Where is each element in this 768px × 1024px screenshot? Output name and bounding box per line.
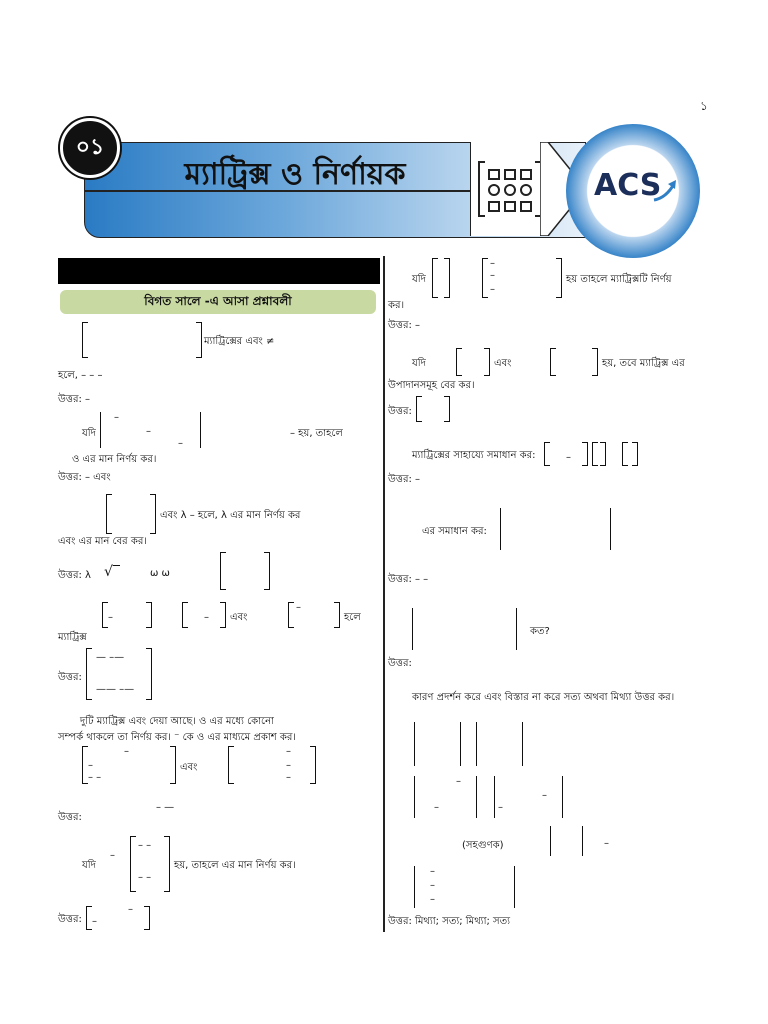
r4-text: এর সমাধান কর: (422, 526, 487, 537)
matrix-bracket-left (82, 322, 88, 358)
r5-answer: উত্তর: (388, 658, 412, 669)
q3-omega: ω ω (150, 568, 170, 579)
det-bar (412, 608, 413, 650)
q1-answer: উত্তর: – (58, 394, 90, 405)
det-bar (582, 826, 583, 856)
r3-text: ম্যাট্রিক্সের সাহায্যে সমাধান কর: (412, 450, 536, 461)
det-bar (200, 412, 201, 448)
det-bar (514, 866, 515, 908)
q4-hole: হলে (344, 612, 361, 623)
matrix-bracket-left (622, 442, 628, 466)
det-bar (550, 826, 551, 856)
q2-answer: উত্তর: – এবং (58, 472, 111, 483)
matrix-bracket-right (164, 836, 170, 892)
matrix-bracket-right (444, 258, 450, 298)
det-bar (562, 776, 563, 818)
matrix-bracket-right (632, 442, 638, 466)
matrix-bracket-right (592, 348, 598, 376)
matrix-bracket-right (264, 552, 270, 590)
r2-right: হয়, তবে ম্যাট্রিক্স এর (602, 358, 685, 369)
r4-answer: উত্তর: – – (388, 574, 429, 585)
det-bar (476, 776, 477, 818)
matrix-bracket-left (220, 552, 226, 590)
matrix-bracket-left (106, 494, 112, 534)
q6-right: হয়, তাহলে এর মান নির্ণয় কর। (174, 860, 296, 871)
det-bar (414, 776, 415, 818)
matrix-bracket-left (86, 648, 92, 700)
r2-yadi: যদি (412, 358, 426, 369)
r1-right: হয় তাহলে ম্যাট্রিক্সটি নির্ণয় (566, 274, 672, 285)
matrix-bracket-right (484, 348, 490, 376)
r6-answer: উত্তর: মিথ্যা; সত্য; মিথ্যা; সত্য (388, 916, 511, 927)
acs-logo-text: ACS (594, 168, 662, 203)
matrix-bracket-left (550, 348, 556, 376)
matrix-bracket-right (146, 602, 152, 628)
r3-answer: উত্তর: – (388, 474, 420, 485)
matrix-bracket-right (150, 494, 156, 534)
r2-and: এবং (494, 358, 512, 369)
det-bar (610, 508, 611, 550)
matrix-bracket-left (456, 348, 462, 376)
q5-answer: উত্তর: (58, 812, 82, 823)
matrix-bracket-left (544, 442, 550, 466)
q4-matrix: ম্যাট্রিক্স (58, 632, 87, 643)
det-bar (414, 866, 415, 908)
r2-answer: উত্তর: (388, 406, 412, 417)
r2-line2: উপাদানসমূহ বের কর। (388, 380, 475, 391)
det-bar (460, 722, 461, 766)
r5-text: কত? (530, 626, 550, 637)
matrix-bracket-left (592, 442, 598, 466)
matrix-bracket-right (310, 746, 316, 784)
q4-answer: উত্তর: (58, 672, 82, 683)
q5-line2: সম্পর্ক থাকলে তা নির্ণয় কর। ⁻ কে ও এর মাধ্যমে প্রকাশ কর। (58, 732, 296, 743)
matrix-bracket-right (444, 396, 450, 422)
matrix-bracket-right (144, 906, 150, 930)
arrow-icon (650, 176, 680, 206)
det-bar (100, 412, 101, 448)
matrix-bracket-left (482, 258, 488, 298)
page-number: ১ (700, 99, 708, 113)
q6-yadi: যদি (82, 860, 96, 871)
det-bar (476, 722, 477, 766)
det-bar (500, 508, 501, 550)
q1-condition: হলে, – – – (58, 370, 103, 381)
q2-find: ও এর মান নির্ণয় কর। (72, 454, 157, 465)
matrix-bracket-right (196, 322, 202, 358)
r6-text: কারণ প্রদর্শন করে এবং বিস্তার না করে সত্য অথবা মিথ্যা উত্তর কর। (412, 692, 675, 703)
matrix-bracket-right (170, 746, 176, 784)
matrix-bracket-left (416, 396, 422, 422)
r1-yadi: যদি (412, 274, 426, 285)
section-label: বিগত সালে -এ আসা প্রশ্নাবলী (144, 294, 292, 308)
matrix-bracket-right (220, 602, 226, 628)
q5-line1: দুটি ম্যাট্রিক্স এবং দেয়া আছে। ও এর মধ্যে কোনো (80, 716, 274, 727)
q2-yadi: যদি (82, 428, 96, 439)
q3-text2: এবং এর মান বের কর। (58, 536, 147, 547)
det-bar (516, 608, 517, 650)
q1-text: ম্যাট্রিক্সের এবং ≠ (204, 336, 275, 347)
q6-answer: উত্তর: (58, 914, 82, 925)
q5-and: এবং (180, 762, 198, 773)
det-bar (414, 722, 415, 766)
det-bar (522, 722, 523, 766)
matrix-bracket-right (334, 602, 340, 628)
chapter-number-badge: ০১ (60, 118, 120, 178)
section-header-bar (58, 258, 380, 284)
det-bar (494, 776, 495, 818)
matrix-bracket-right (556, 258, 562, 298)
matrix-bracket-left (228, 746, 234, 784)
r1-answer: উত্তর: – (388, 320, 420, 331)
matrix-bracket-right (146, 648, 152, 700)
q2-right: – হয়, তাহলে (290, 428, 343, 439)
matrix-bracket-left (432, 258, 438, 298)
column-divider (383, 256, 385, 932)
matrix-bracket-right (582, 442, 588, 466)
matrix-grid-icon (470, 142, 549, 236)
matrix-bracket-right (600, 442, 606, 466)
matrix-bracket-left (288, 602, 294, 628)
q4-and: এবং (230, 612, 248, 623)
matrix-bracket-left (130, 836, 136, 892)
q3-answer: উত্তর: λ (58, 570, 91, 581)
chapter-title: ম্যাট্রিক্স ও নির্ণায়ক (184, 157, 406, 192)
q3-text: এবং λ – হলে, λ এর মান নির্ণয় কর (160, 510, 301, 521)
r1-kar: কর। (388, 300, 405, 311)
matrix-bracket-left (182, 602, 188, 628)
r6-cofactor: (সহগুণক) (462, 840, 504, 851)
